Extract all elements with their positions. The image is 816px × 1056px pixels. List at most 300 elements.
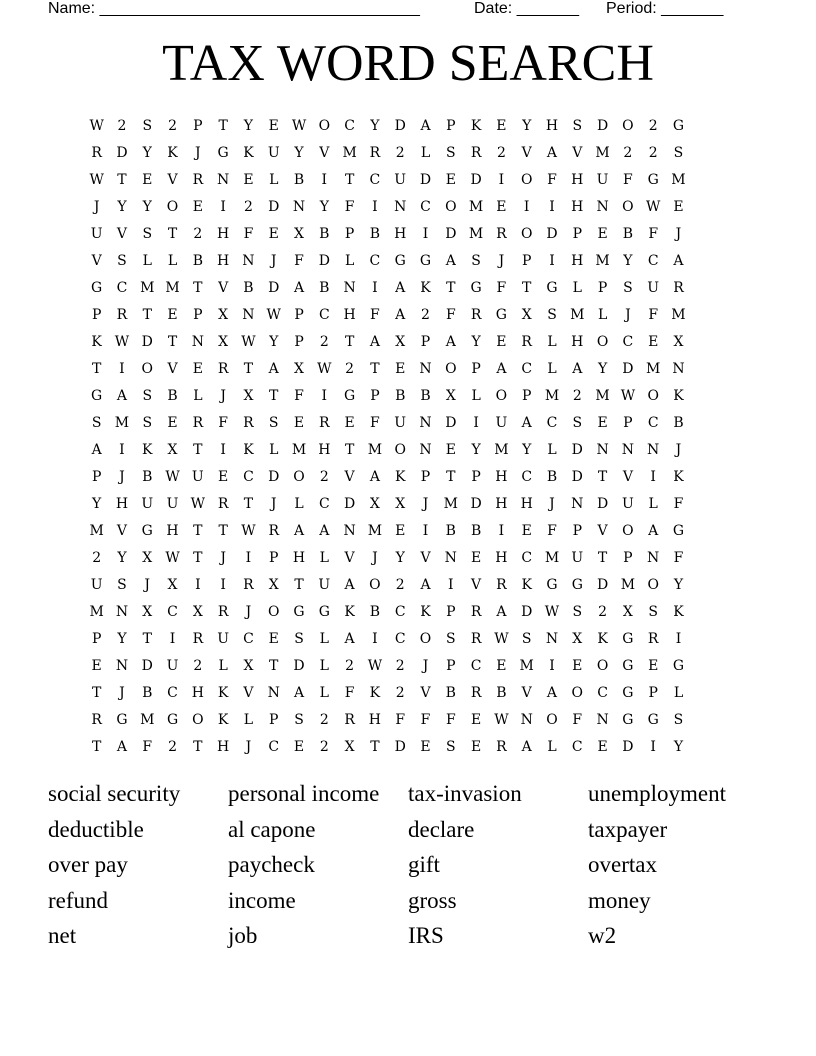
grid-letter: L <box>243 711 254 728</box>
grid-letter: P <box>420 333 431 350</box>
grid-letter: R <box>496 225 507 242</box>
grid-letter: X <box>294 360 304 377</box>
grid-letter: 2 <box>243 198 253 215</box>
grid-letter: S <box>572 414 583 431</box>
grid-letter: M <box>89 522 104 539</box>
word-list-item: social security <box>48 781 181 806</box>
grid-letter: S <box>673 144 684 161</box>
grid-letter: W <box>114 333 130 350</box>
grid-letter: U <box>166 495 179 512</box>
grid-letter: P <box>420 468 431 485</box>
grid-row <box>84 490 691 517</box>
grid-letter: P <box>91 306 102 323</box>
grid-letter: L <box>547 333 557 350</box>
grid-letter: 2 <box>345 657 355 674</box>
grid-letter: J <box>93 198 100 215</box>
grid-letter: A <box>369 333 380 350</box>
grid-letter: V <box>218 279 229 296</box>
grid-letter: R <box>91 144 102 161</box>
grid-letter: L <box>420 144 431 161</box>
grid-letter: P <box>294 333 304 350</box>
grid-letter: E <box>395 360 406 377</box>
grid-letter: B <box>369 603 381 620</box>
grid-letter: O <box>318 117 331 134</box>
grid-letter: R <box>217 603 229 620</box>
grid-letter: E <box>496 657 507 674</box>
grid-letter: S <box>648 603 658 620</box>
grid-letter: U <box>495 414 508 431</box>
grid-letter: F <box>344 684 355 701</box>
grid-letter: H <box>571 333 584 350</box>
grid-letter: J <box>119 684 125 701</box>
grid-letter: J <box>498 252 505 269</box>
word-list-item: deductible <box>48 816 144 842</box>
grid-letter: I <box>498 171 505 188</box>
grid-letter: G <box>116 711 128 728</box>
word-list-item: taxpayer <box>588 816 668 842</box>
grid-letter: A <box>521 738 532 755</box>
grid-letter: X <box>167 441 178 458</box>
grid-letter: M <box>165 279 180 296</box>
grid-letter: C <box>243 630 254 647</box>
grid-row <box>84 274 691 301</box>
grid-letter: X <box>268 576 279 593</box>
grid-letter: O <box>596 657 609 674</box>
grid-letter: T <box>91 360 102 377</box>
grid-letter: N <box>115 603 129 620</box>
grid-letter: Y <box>92 495 102 512</box>
grid-letter: E <box>420 738 431 755</box>
grid-letter: A <box>395 279 406 296</box>
grid-letter: S <box>673 711 684 728</box>
grid-letter: M <box>544 387 560 404</box>
grid-letter: E <box>470 549 482 566</box>
grid-letter: G <box>622 657 634 674</box>
grid-letter: R <box>319 414 330 431</box>
grid-letter: I <box>549 252 555 269</box>
grid-letter: R <box>369 144 381 161</box>
grid-letter: X <box>294 225 304 242</box>
grid-letter: H <box>495 549 508 566</box>
grid-letter: X <box>192 603 203 620</box>
grid-letter: S <box>623 279 633 296</box>
grid-letter: J <box>422 657 429 674</box>
grid-letter: N <box>621 441 634 458</box>
grid-letter: K <box>673 387 684 404</box>
grid-letter: Y <box>294 144 304 161</box>
grid-letter: M <box>443 495 458 512</box>
grid-letter: G <box>470 279 482 296</box>
grid-letter: A <box>319 522 330 539</box>
grid-letter: C <box>394 603 406 620</box>
grid-letter: F <box>673 549 684 566</box>
grid-letter: B <box>470 522 482 539</box>
grid-letter: A <box>116 738 127 755</box>
grid-letter: H <box>368 711 382 728</box>
grid-letter: E <box>496 117 507 134</box>
grid-letter: E <box>91 657 102 674</box>
grid-letter: P <box>471 468 481 485</box>
grid-letter: C <box>369 252 381 269</box>
grid-letter: X <box>218 333 229 350</box>
grid-letter: B <box>622 225 634 242</box>
grid-letter: D <box>394 738 406 755</box>
grid-row <box>84 301 691 328</box>
grid-letter: F <box>547 171 557 188</box>
grid-letter: H <box>520 495 533 512</box>
grid-letter: S <box>521 630 532 647</box>
grid-letter: H <box>545 117 559 134</box>
grid-letter: P <box>572 522 582 539</box>
grid-row <box>84 598 691 625</box>
grid-letter: 2 <box>421 306 430 323</box>
grid-letter: T <box>597 549 608 566</box>
grid-letter: X <box>572 630 583 647</box>
grid-letter: O <box>141 360 153 377</box>
grid-letter: Y <box>522 117 532 134</box>
grid-letter: B <box>319 225 330 242</box>
grid-row <box>84 652 691 679</box>
grid-letter: T <box>193 522 203 539</box>
grid-letter: P <box>521 252 532 269</box>
grid-letter: A <box>445 333 456 350</box>
grid-letter: D <box>293 657 305 674</box>
grid-row <box>84 733 691 760</box>
grid-letter: I <box>321 171 328 188</box>
grid-letter: H <box>571 198 584 215</box>
grid-letter: N <box>242 252 255 269</box>
grid-letter: M <box>595 144 610 161</box>
grid-letter: N <box>545 630 559 647</box>
grid-letter: F <box>547 522 557 539</box>
grid-letter: C <box>167 603 178 620</box>
grid-letter: N <box>394 198 407 215</box>
grid-letter: K <box>167 144 178 161</box>
grid-letter: Y <box>117 198 127 215</box>
grid-letter: E <box>293 738 305 755</box>
grid-letter: D <box>268 198 280 215</box>
grid-letter: F <box>243 225 254 242</box>
grid-letter: O <box>546 711 558 728</box>
grid-letter: 2 <box>117 117 127 134</box>
grid-row <box>84 517 691 544</box>
grid-letter: I <box>372 279 378 296</box>
grid-letter: S <box>446 738 456 755</box>
grid-letter: J <box>270 495 277 512</box>
grid-letter: E <box>470 711 482 728</box>
grid-letter: T <box>597 468 608 485</box>
grid-letter: I <box>675 630 682 647</box>
grid-letter: F <box>294 252 304 269</box>
grid-letter: H <box>166 522 179 539</box>
grid-letter: F <box>496 279 507 296</box>
grid-letter: 2 <box>648 144 658 161</box>
grid-letter: Y <box>471 441 481 458</box>
grid-letter: L <box>319 549 329 566</box>
grid-letter: G <box>672 117 685 134</box>
word-list-item: tax-invasion <box>408 781 522 806</box>
grid-letter: S <box>547 306 557 323</box>
grid-letter: M <box>89 603 104 620</box>
grid-letter: C <box>647 414 659 431</box>
grid-letter: R <box>470 144 482 161</box>
grid-letter: R <box>243 414 254 431</box>
grid-letter: J <box>220 387 226 404</box>
grid-letter: O <box>445 198 457 215</box>
grid-letter: L <box>319 657 329 674</box>
grid-letter: M <box>140 279 155 296</box>
grid-letter: U <box>267 144 280 161</box>
grid-letter: C <box>521 549 533 566</box>
grid-letter: X <box>243 387 254 404</box>
grid-row <box>84 544 691 571</box>
grid-letter: G <box>91 387 103 404</box>
grid-letter: 2 <box>598 603 608 620</box>
grid-letter: U <box>191 468 204 485</box>
grid-letter: W <box>266 306 281 323</box>
grid-letter: T <box>218 117 228 134</box>
grid-letter: V <box>167 171 178 188</box>
grid-letter: L <box>269 441 279 458</box>
grid-letter: M <box>646 360 661 377</box>
grid-letter: I <box>650 738 656 755</box>
grid-letter: X <box>369 495 380 512</box>
grid-letter: I <box>422 522 429 539</box>
grid-letter: B <box>395 387 406 404</box>
grid-letter: P <box>193 117 203 134</box>
grid-letter: A <box>673 252 684 269</box>
grid-letter: S <box>572 117 583 134</box>
grid-letter: T <box>294 576 304 593</box>
grid-letter: L <box>344 252 355 269</box>
grid-letter: A <box>293 279 305 296</box>
grid-letter: S <box>142 225 153 242</box>
grid-letter: O <box>394 441 406 458</box>
grid-letter: S <box>142 387 153 404</box>
grid-letter: Y <box>117 549 127 566</box>
grid-letter: E <box>268 630 279 647</box>
grid-letter: A <box>572 360 583 377</box>
grid-letter: L <box>673 684 684 701</box>
grid-letter: X <box>142 549 153 566</box>
grid-letter: I <box>119 441 125 458</box>
grid-letter: R <box>673 279 684 296</box>
grid-letter: C <box>521 360 533 377</box>
grid-letter: P <box>446 603 456 620</box>
grid-letter: L <box>572 279 582 296</box>
grid-letter: Y <box>395 549 405 566</box>
grid-letter: M <box>671 171 686 188</box>
grid-letter: I <box>372 198 378 215</box>
grid-letter: E <box>648 657 659 674</box>
grid-row <box>84 166 691 193</box>
grid-letter: W <box>645 198 661 215</box>
grid-letter: T <box>193 738 203 755</box>
grid-letter: M <box>342 144 357 161</box>
grid-letter: G <box>166 711 179 728</box>
grid-letter: C <box>546 414 558 431</box>
grid-letter: M <box>595 252 610 269</box>
grid-letter: L <box>547 360 557 377</box>
grid-letter: V <box>344 468 355 485</box>
grid-letter: M <box>595 387 610 404</box>
grid-letter: N <box>596 711 609 728</box>
grid-letter: O <box>267 603 280 620</box>
grid-letter: O <box>192 711 204 728</box>
grid-letter: K <box>369 684 381 701</box>
grid-letter: H <box>217 225 230 242</box>
grid-letter: Y <box>142 144 152 161</box>
grid-row <box>84 247 691 274</box>
grid-letter: A <box>496 360 507 377</box>
grid-letter: C <box>420 198 431 215</box>
grid-letter: K <box>394 468 406 485</box>
grid-letter: S <box>117 252 127 269</box>
word-list-item: income <box>228 887 296 913</box>
grid-letter: F <box>395 711 406 728</box>
period-label: Period: <box>606 0 657 17</box>
grid-letter: M <box>671 306 686 323</box>
grid-letter: B <box>142 684 153 701</box>
grid-letter: E <box>293 414 305 431</box>
grid-letter: I <box>473 414 479 431</box>
grid-letter: W <box>291 117 307 134</box>
grid-letter: W <box>165 549 180 566</box>
grid-letter: L <box>269 171 279 188</box>
grid-letter: A <box>293 684 305 701</box>
grid-letter: L <box>597 306 608 323</box>
grid-letter: D <box>394 117 406 134</box>
grid-letter: H <box>571 252 584 269</box>
grid-letter: D <box>445 414 457 431</box>
grid-letter: Y <box>623 252 633 269</box>
grid-letter: N <box>596 198 609 215</box>
grid-letter: A <box>91 441 102 458</box>
grid-letter: T <box>91 738 102 755</box>
grid-letter: C <box>521 468 533 485</box>
grid-letter: D <box>571 441 583 458</box>
grid-letter: P <box>572 225 582 242</box>
grid-letter: G <box>318 603 330 620</box>
grid-letter: G <box>672 657 685 674</box>
grid-letter: N <box>596 441 609 458</box>
grid-letter: I <box>448 576 454 593</box>
grid-letter: P <box>648 684 658 701</box>
grid-letter: H <box>394 225 407 242</box>
grid-row <box>84 436 691 463</box>
grid-row <box>84 706 691 733</box>
grid-letter: 2 <box>648 117 658 134</box>
grid-letter: L <box>319 684 329 701</box>
grid-letter: T <box>269 387 279 404</box>
grid-letter: V <box>471 576 482 593</box>
grid-letter: J <box>625 306 631 323</box>
grid-letter: U <box>647 279 660 296</box>
grid-letter: A <box>116 387 127 404</box>
grid-letter: Y <box>522 441 532 458</box>
grid-letter: M <box>494 441 509 458</box>
word-list-item: IRS <box>408 923 444 949</box>
grid-letter: M <box>468 225 484 242</box>
grid-letter: E <box>572 657 583 674</box>
grid-letter: S <box>446 144 456 161</box>
grid-letter: V <box>91 252 102 269</box>
grid-letter: T <box>446 468 456 485</box>
grid-letter: N <box>242 306 255 323</box>
grid-letter: I <box>422 225 429 242</box>
grid-letter: K <box>344 603 355 620</box>
grid-letter: U <box>217 630 230 647</box>
word-list-item: al capone <box>228 816 316 842</box>
grid-letter: B <box>369 225 381 242</box>
grid-letter: W <box>241 333 256 350</box>
grid-letter: W <box>165 468 180 485</box>
grid-letter: O <box>445 360 457 377</box>
grid-letter: G <box>672 522 685 539</box>
grid-letter: R <box>470 306 482 323</box>
word-list-item: money <box>588 887 651 913</box>
grid-letter: G <box>647 171 659 188</box>
grid-letter: B <box>420 387 431 404</box>
grid-letter: P <box>623 414 633 431</box>
grid-letter: T <box>344 441 355 458</box>
grid-row <box>84 355 691 382</box>
grid-letter: X <box>395 333 406 350</box>
grid-letter: E <box>445 171 456 188</box>
grid-letter: S <box>268 414 279 431</box>
grid-letter: E <box>496 333 507 350</box>
grid-letter: C <box>243 468 254 485</box>
grid-letter: A <box>521 414 532 431</box>
grid-letter: P <box>269 549 279 566</box>
grid-letter: 2 <box>319 738 329 755</box>
grid-letter: V <box>243 684 254 701</box>
grid-letter: A <box>344 576 355 593</box>
grid-letter: I <box>220 576 226 593</box>
grid-letter: X <box>218 306 229 323</box>
word-list-item: net <box>48 923 77 949</box>
grid-letter: N <box>520 711 533 728</box>
grid-letter: P <box>597 279 608 296</box>
grid-letter: I <box>650 468 656 485</box>
grid-letter: U <box>394 171 407 188</box>
grid-letter: H <box>217 252 230 269</box>
grid-letter: E <box>597 225 608 242</box>
grid-letter: I <box>321 387 328 404</box>
grid-row <box>84 112 691 139</box>
grid-letter: I <box>245 549 252 566</box>
grid-letter: K <box>91 333 102 350</box>
grid-letter: P <box>91 468 102 485</box>
grid-letter: P <box>446 117 456 134</box>
grid-letter: G <box>546 279 558 296</box>
grid-letter: C <box>571 738 583 755</box>
grid-letter: B <box>445 522 456 539</box>
grid-letter: 2 <box>623 144 633 161</box>
grid-letter: H <box>495 468 508 485</box>
grid-letter: T <box>522 279 532 296</box>
grid-letter: S <box>294 630 304 647</box>
grid-letter: R <box>192 630 204 647</box>
grid-letter: M <box>367 441 383 458</box>
grid-letter: 2 <box>319 468 329 485</box>
grid-letter: D <box>546 225 558 242</box>
grid-letter: O <box>520 171 533 188</box>
grid-letter: Y <box>370 117 380 134</box>
grid-letter: M <box>367 522 383 539</box>
grid-letter: I <box>220 441 226 458</box>
grid-letter: U <box>90 576 103 593</box>
